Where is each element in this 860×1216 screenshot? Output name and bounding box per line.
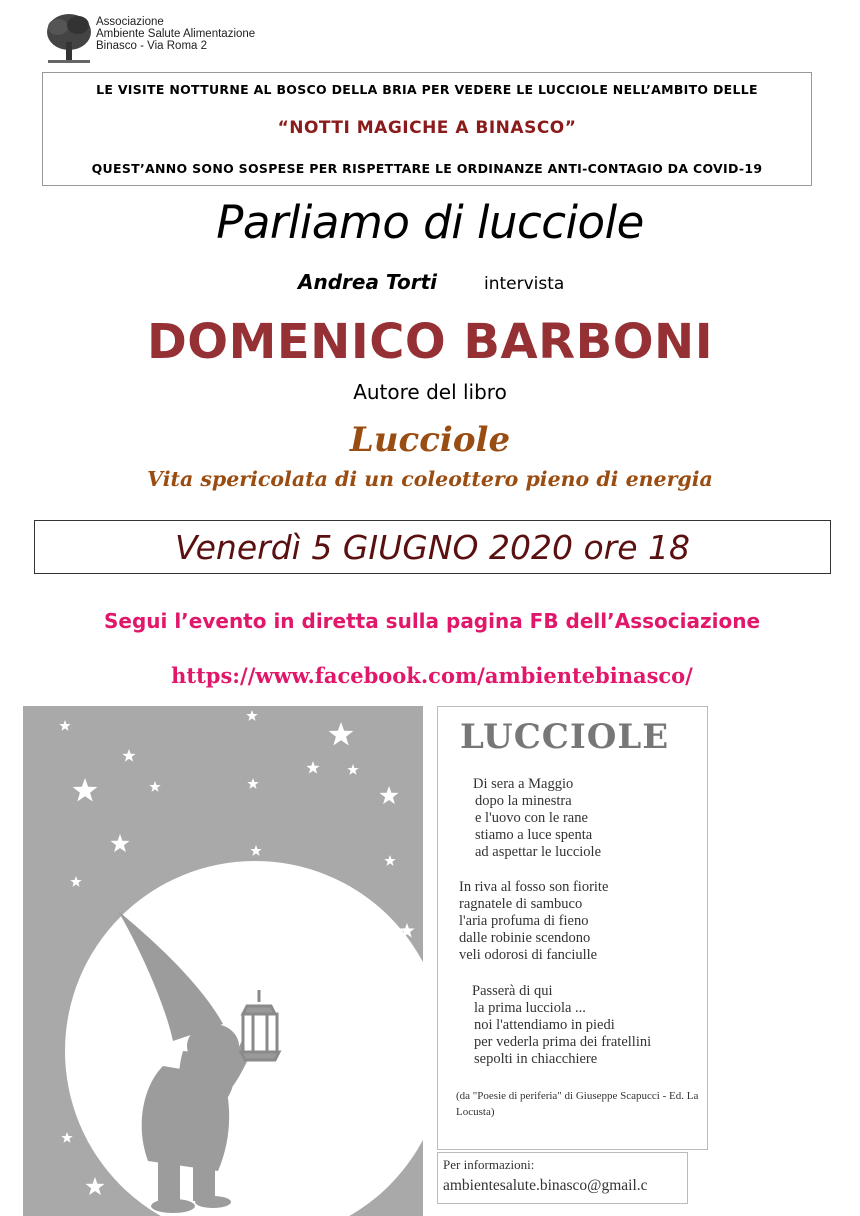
suspension-notice: [42, 72, 812, 186]
star-icon: [149, 781, 160, 792]
poem-line: per vederla prima dei fratellini: [474, 1034, 652, 1050]
poem-line: e l'uovo con le rane: [475, 810, 588, 826]
star-icon: [86, 1177, 105, 1195]
star-icon: [122, 749, 135, 762]
poem-line: stiamo a luce spenta: [475, 827, 593, 843]
star-icon: [59, 720, 70, 731]
poem-line: Passerà di qui: [472, 983, 553, 999]
poem-line: noi l'attendiamo in piedi: [474, 1017, 615, 1033]
author-name: DOMENICO BARBONI: [146, 314, 714, 370]
star-icon: [384, 855, 395, 866]
poem-title: LUCCIOLE: [460, 717, 670, 757]
poem-source: (da "Poesie di periferia" di Giuseppe Scapucci - Ed. La Locusta): [456, 1090, 699, 1118]
org-line: Ambiente Salute Alimentazione: [96, 28, 256, 40]
poem-line: sepolti in chiacchiere: [474, 1051, 598, 1067]
poem-stanza-2: [459, 879, 608, 964]
star-icon: [61, 1132, 72, 1143]
author-subtitle: Autore del libro: [353, 380, 507, 404]
poem-line: Di sera a Maggio: [473, 776, 574, 792]
star-icon: [70, 876, 81, 887]
notice-line-3: QUEST’ANNO SONO SOSPESE PER RISPETTARE LE ORDINANZE ANTI-CONTAGIO DA COVID-19: [91, 161, 763, 176]
notice-event-name: “NOTTI MAGICHE A BINASCO”: [277, 118, 577, 138]
poem-stanza-1: [473, 776, 601, 861]
star-icon: [250, 845, 261, 856]
poem-stanza-3: [472, 983, 651, 1068]
follow-event-text: Segui l’evento in diretta sulla pagina FB dell’Associazione: [103, 609, 761, 633]
poem-line: ragnatele di sambuco: [459, 896, 583, 912]
poem-panel: [437, 706, 708, 1150]
poem-line: dalle robinie scendono: [459, 930, 591, 946]
org-line: Associazione: [96, 16, 164, 28]
interviewer-name: Andrea Torti: [298, 270, 438, 294]
association-logo: [44, 10, 274, 70]
star-icon: [247, 778, 258, 789]
event-date-box: [34, 520, 831, 574]
poem-line: In riva al fosso son fiorite: [459, 879, 609, 895]
star-icon: [329, 722, 354, 746]
poem-line: la prima lucciola ...: [474, 1000, 586, 1016]
star-icon: [306, 761, 319, 774]
event-date: Venerdì 5 GIUGNO 2020 ore 18: [174, 528, 690, 567]
poem-line: l'aria profuma di fieno: [459, 913, 589, 929]
star-icon: [73, 778, 98, 802]
poem-line: ad aspettar le lucciole: [475, 844, 602, 860]
poem-line: dopo la minestra: [475, 793, 572, 809]
star-icon: [111, 834, 130, 852]
info-email[interactable]: ambientesalute.binasco@gmail.c: [443, 1177, 648, 1194]
star-icon: [347, 764, 358, 775]
tree-logo-icon: [44, 10, 94, 68]
moon-illustration: [23, 706, 423, 1216]
info-label: Per informazioni:: [443, 1157, 535, 1172]
page-title: Parliamo di lucciole: [216, 196, 644, 249]
facebook-link[interactable]: https://www.facebook.com/ambientebinasco/: [171, 663, 693, 688]
book-subtitle: Vita spericolata di un coleottero pieno di energia: [147, 467, 713, 491]
star-icon: [380, 786, 399, 804]
star-icon: [246, 710, 257, 721]
notice-line-1: LE VISITE NOTTURNE AL BOSCO DELLA BRIA PER VEDERE LE LUCCIOLE NELL’AMBITO DELLE: [96, 82, 758, 97]
poem-line: veli odorosi di fanciulle: [459, 947, 598, 963]
interview-label: intervista: [484, 274, 565, 294]
info-box: [437, 1152, 688, 1204]
org-line: Binasco - Via Roma 2: [96, 40, 208, 52]
book-title: Lucciole: [349, 420, 511, 460]
org-name: [96, 16, 255, 52]
